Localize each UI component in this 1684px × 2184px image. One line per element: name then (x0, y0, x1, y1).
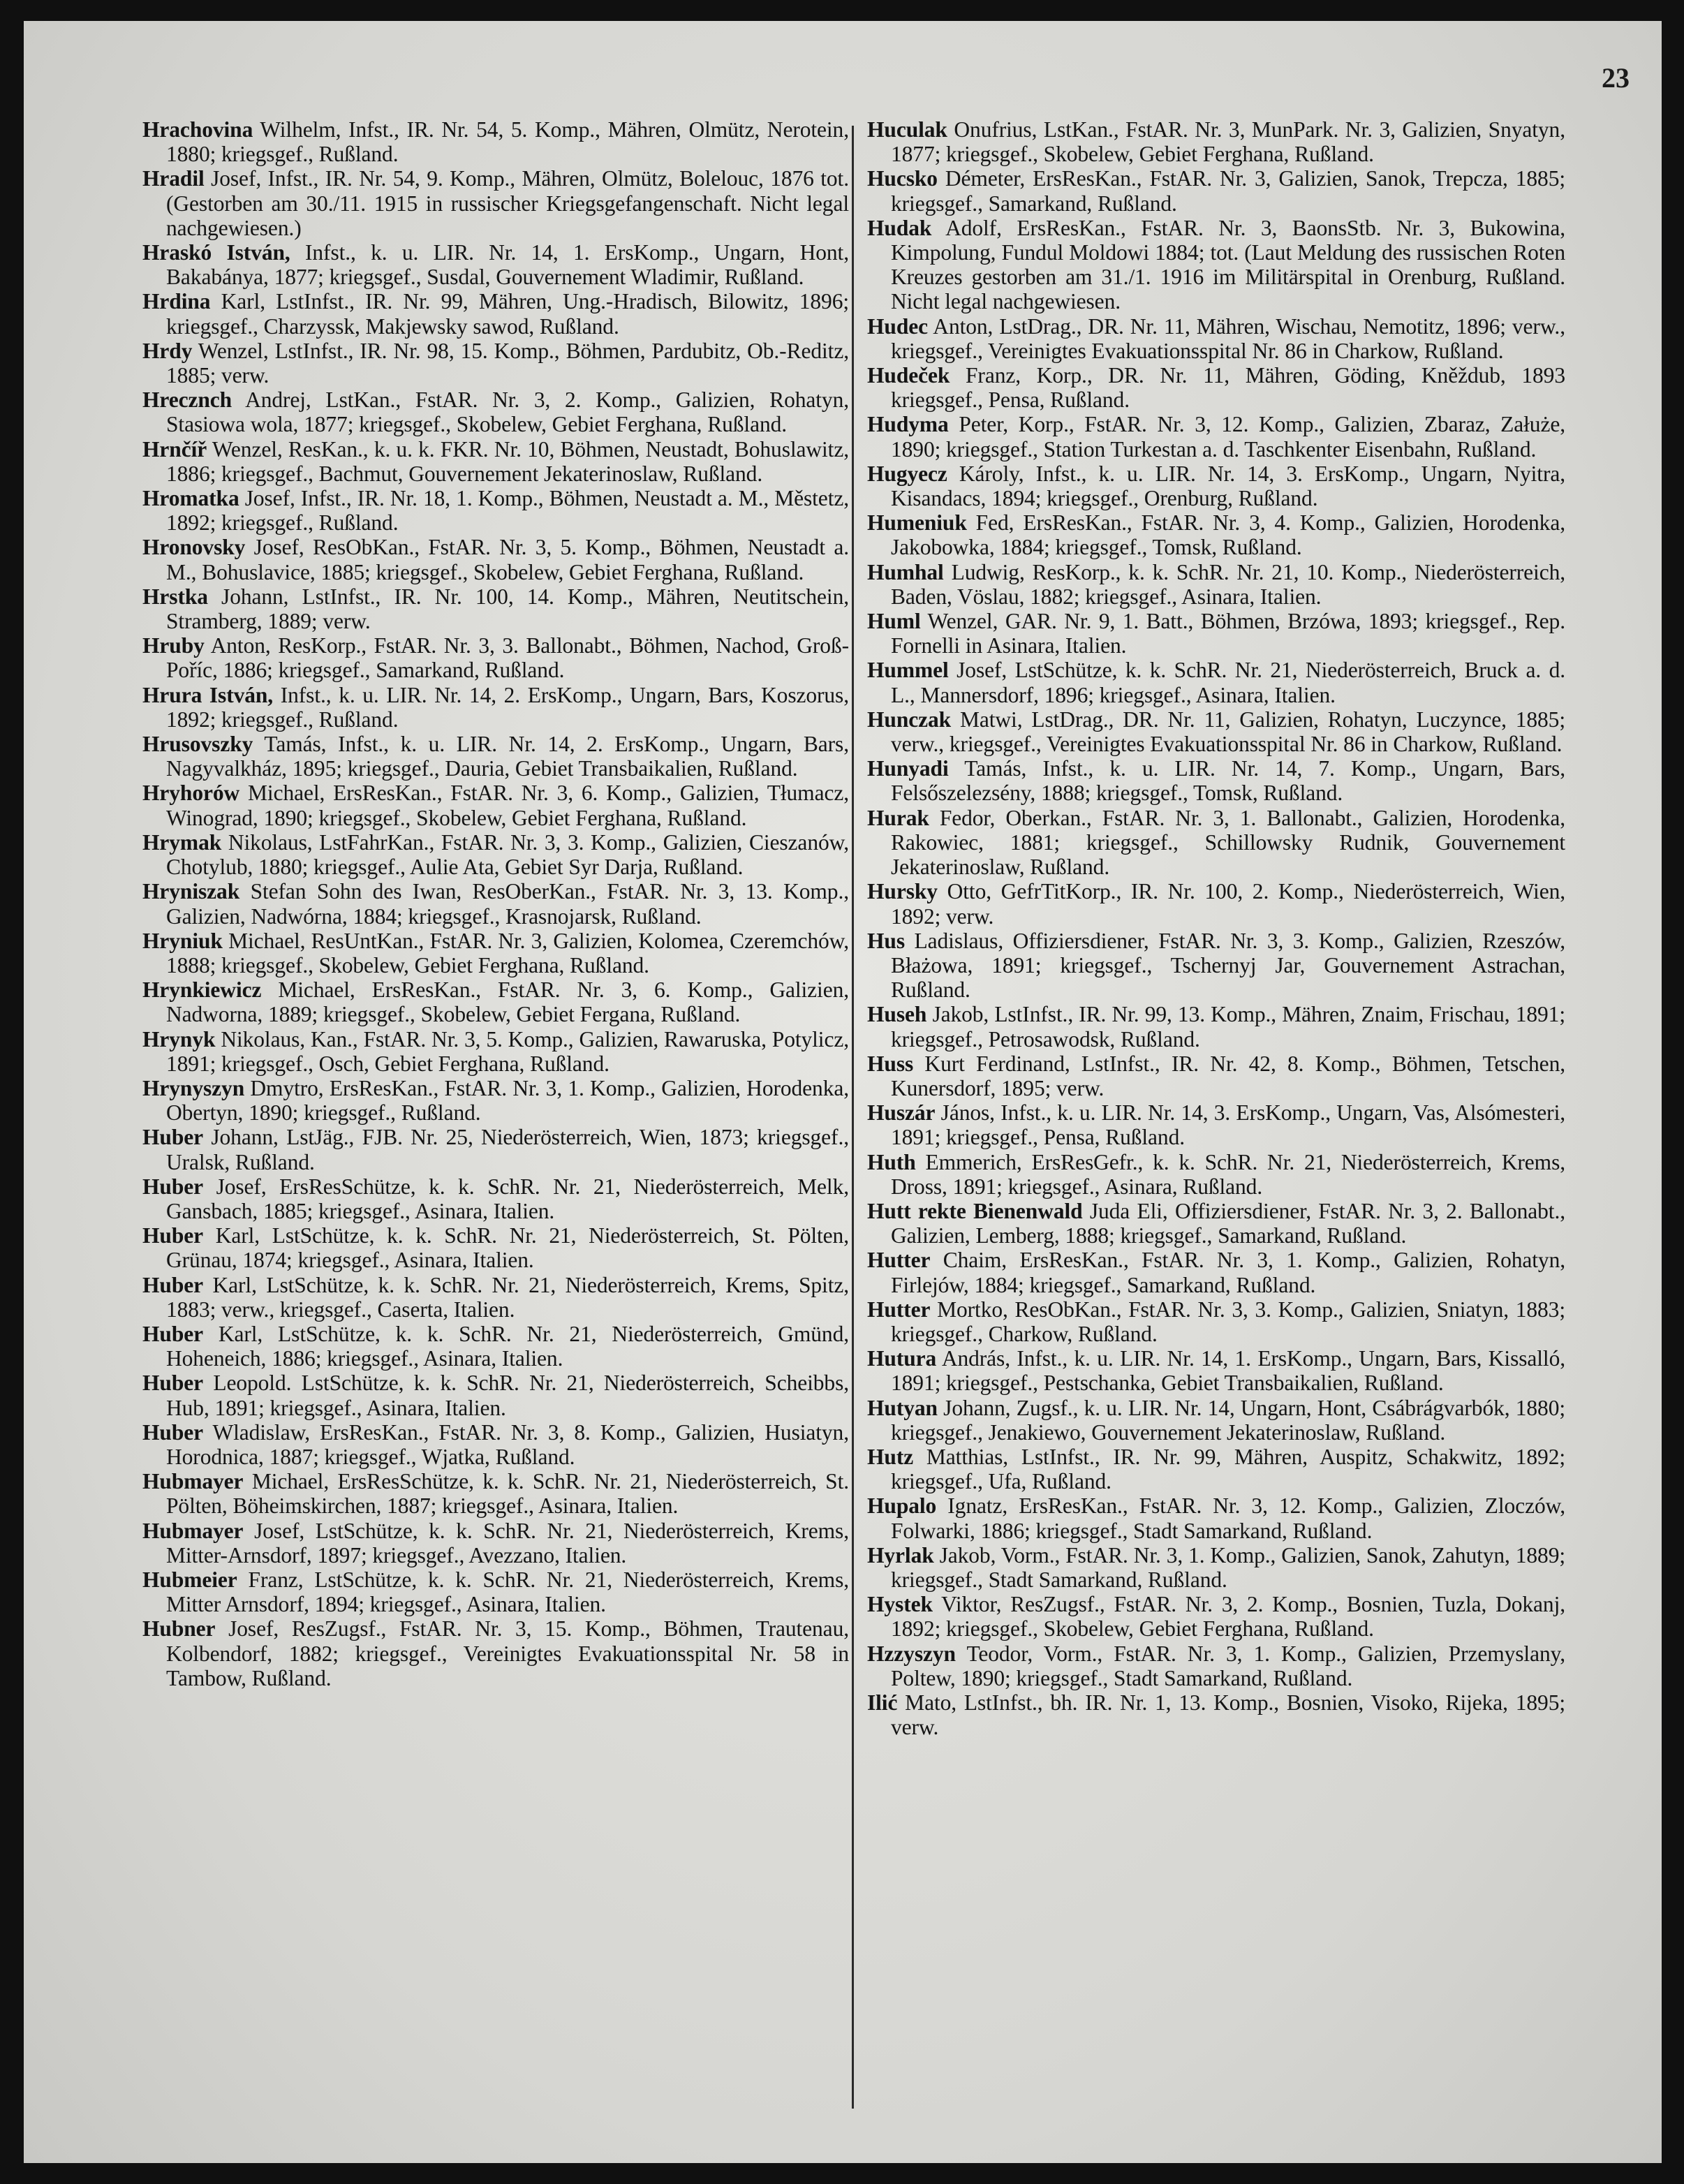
list-entry (867, 1396, 1565, 1445)
list-entry (867, 1690, 1565, 1739)
entry-details: Károly, Infst., k. u. LIR. Nr. 14, 3. ErsKomp., Ungarn, Nyitra, Kisandacs, 1894; kriegsgef., Orenburg, Rußland. (891, 461, 1565, 511)
list-entry (867, 560, 1565, 609)
entry-surname: Hrachovina (142, 117, 253, 142)
entry-surname: Hrura István, (142, 682, 274, 707)
list-entry (867, 806, 1565, 880)
list-entry (142, 388, 849, 436)
entry-surname: Hrymak (142, 829, 222, 855)
list-entry (142, 1174, 849, 1223)
entry-details: Michael, ErsResKan., FstAR. Nr. 3, 6. Komp., Galizien, Nadworna, 1889; kriegsgef., Skobelew, Gebiet Fergana, Rußland. (166, 977, 850, 1027)
list-entry (867, 1543, 1565, 1592)
entry-surname: Hystek (867, 1592, 933, 1617)
list-entry (867, 1445, 1565, 1493)
list-entry (867, 1248, 1565, 1297)
entry-surname: Hutter (867, 1297, 931, 1322)
entry-details: Jakob, LstInfst., IR. Nr. 99, 13. Komp., Mähren, Znaim, Frischau, 1891; kriegsgef., Petrosawodsk, Rußland. (891, 1002, 1565, 1052)
list-entry (867, 462, 1565, 510)
entry-surname: Humhal (867, 559, 944, 584)
entry-surname: Hugyecz (867, 461, 947, 486)
list-entry (142, 1519, 849, 1567)
entry-surname: Hupalo (867, 1493, 937, 1519)
entry-details: Johann, LstJäg., FJB. Nr. 25, Niederösterreich, Wien, 1873; kriegsgef., Uralsk, Rußland. (166, 1125, 849, 1174)
entry-details: Kurt Ferdinand, LstInfst., IR. Nr. 42, 8. Komp., Böhmen, Tetschen, Kunersdorf, 1895; verw. (891, 1051, 1565, 1100)
list-entry (867, 1150, 1565, 1199)
entry-details: Adolf, ErsResKan., FstAR. Nr. 3, BaonsStb. Nr. 3, Bukowina, Kimpolung, Fundul Moldowi 1884; tot. (Laut Meldung des russischen Roten Kreuzes gestorben am 31./1. 1916 im Militärspital in Orenburg, Rußland. Nicht legal nachgewiesen. (891, 215, 1565, 314)
entry-details: Ludwig, ResKorp., k. k. SchR. Nr. 21, 10. Komp., Niederösterreich, Baden, Vöslau, 1882; kriegsgef., Asinara, Italien. (891, 559, 1566, 609)
entry-details: Onufrius, LstKan., FstAR. Nr. 3, MunPark. Nr. 3, Galizien, Snyatyn, 1877; kriegsgef., Skobelew, Gebiet Ferghana, Rußland. (891, 117, 1565, 167)
entry-surname: Hubmeier (142, 1567, 237, 1592)
entry-surname: Huber (142, 1223, 204, 1248)
entry-details: Nikolaus, LstFahrKan., FstAR. Nr. 3, 3. Komp., Galizien, Cieszanów, Chotylub, 1880; kriegsgef., Aulie Ata, Gebiet Syr Darja, Rußland. (166, 829, 849, 880)
list-entry (142, 486, 849, 535)
entry-surname: Hzzyszyn (867, 1641, 956, 1666)
entry-surname: Hummel (867, 658, 949, 683)
entry-details: Stefan Sohn des Iwan, ResOberKan., FstAR. Nr. 3, 13. Komp., Galizien, Nadwórna, 1884; kriegsgef., Krasnojarsk, Rußland. (166, 879, 849, 929)
list-entry (142, 1469, 849, 1518)
entry-surname: Huml (867, 609, 921, 634)
entry-details: Michael, ErsResKan., FstAR. Nr. 3, 6. Komp., Galizien, Tłumacz, Winograd, 1890; kriegsgef., Skobelew, Gebiet Ferghana, Rußland. (166, 781, 849, 830)
entry-surname: Hrusovszky (142, 732, 253, 757)
entry-surname: Hudeček (867, 363, 950, 388)
list-entry (867, 756, 1565, 805)
entry-surname: Hubmayer (142, 1518, 244, 1543)
list-entry (142, 117, 849, 166)
entry-surname: Hurak (867, 805, 929, 830)
entry-details: Peter, Korp., FstAR. Nr. 3, 12. Komp., Galizien, Zbaraz, Załuże, 1890; kriegsgef., Station Turkestan a. d. Taschkenter Eisenbahn, Rußland. (891, 412, 1565, 462)
entry-surname: Huszár (867, 1100, 936, 1126)
document-page (24, 21, 1662, 2163)
entry-surname: Hrecznch (142, 388, 232, 413)
entry-details: Démeter, ErsResKan., FstAR. Nr. 3, Galizien, Sanok, Trepcza, 1885; kriegsgef., Samarkand, Rußland. (891, 166, 1565, 216)
list-entry (142, 535, 849, 584)
entry-surname: Huber (142, 1419, 204, 1445)
entry-details: Josef, LstSchütze, k. k. SchR. Nr. 21, Niederösterreich, Bruck a. d. L., Mannersdorf, 1896; kriegsgef., Asinara, Italien. (891, 658, 1566, 707)
list-entry (867, 1052, 1565, 1100)
entry-surname: Hradil (142, 166, 205, 191)
list-entry (867, 510, 1565, 559)
entry-details: Juda Eli, Offiziersdiener, FstAR. Nr. 3, 2. Ballonabt., Galizien, Lemberg, 1888; kriegsgef., Samarkand, Rußland. (891, 1198, 1565, 1248)
entry-details: Franz, LstSchütze, k. k. SchR. Nr. 21, Niederösterreich, Krems, Mitter Arnsdorf, 1894; kriegsgef., Asinara, Italien. (166, 1567, 850, 1617)
entry-surname: Hubner (142, 1616, 216, 1641)
list-entry (142, 977, 849, 1026)
entry-details: Josef, ResZugsf., FstAR. Nr. 3, 15. Komp., Böhmen, Trautenau, Kolbendorf, 1882; kriegsgef., Vereinigtes Evakuationsspital Nr. 58 in Tambow, Rußland. (166, 1616, 849, 1690)
entry-details: Josef, ResObKan., FstAR. Nr. 3, 5. Komp., Böhmen, Neustadt a. M., Bohuslavice, 1885; kriegsgef., Skobelew, Gebiet Ferghana, Rußland. (166, 535, 849, 584)
list-entry (142, 584, 849, 633)
entry-details: Matthias, LstInfst., IR. Nr. 99, Mähren, Auspitz, Schakwitz, 1892; kriegsgef., Ufa, Rußland. (891, 1444, 1566, 1494)
entry-details: Michael, ResUntKan., FstAR. Nr. 3, Galizien, Kolomea, Czeremchów, 1888; kriegsgef., Skobelew, Gebiet Ferghana, Rußland. (166, 928, 849, 977)
entry-surname: Hutura (867, 1346, 937, 1371)
entry-surname: Huber (142, 1125, 204, 1150)
list-entry (142, 879, 849, 928)
list-entry (142, 1273, 849, 1322)
entry-details: Mato, LstInfst., bh. IR. Nr. 1, 13. Komp., Bosnien, Visoko, Rijeka, 1895; verw. (891, 1690, 1565, 1740)
entry-surname: Hursky (867, 879, 938, 904)
entry-surname: Hrdy (142, 338, 193, 363)
list-entry (867, 412, 1565, 461)
list-entry (867, 166, 1565, 215)
entry-surname: Huber (142, 1174, 204, 1199)
entry-details: Fed, ErsResKan., FstAR. Nr. 3, 4. Komp., Galizien, Horodenka, Jakobowka, 1884; kriegsgef., Tomsk, Rußland. (891, 510, 1565, 560)
entry-surname: Hutyan (867, 1395, 938, 1420)
entry-details: Leopold. LstSchütze, k. k. SchR. Nr. 21, Niederösterreich, Scheibbs, Hub, 1891; kriegsgef., Asinara, Italien. (166, 1371, 849, 1420)
list-entry (142, 830, 849, 879)
list-entry (867, 879, 1565, 928)
entry-surname: Hryniuk (142, 928, 223, 953)
list-entry (867, 609, 1565, 658)
entry-surname: Hrynkiewicz (142, 977, 262, 1003)
entry-surname: Hrynyk (142, 1026, 216, 1052)
list-entry (142, 1125, 849, 1174)
list-entry (142, 1223, 849, 1272)
list-entry (142, 289, 849, 338)
entry-details: János, Infst., k. u. LIR. Nr. 14, 3. ErsKomp., Ungarn, Vas, Alsómesteri, 1891; kriegsgef., Pensa, Rußland. (891, 1100, 1565, 1150)
list-entry (142, 1371, 849, 1419)
entry-surname: Hryniszak (142, 879, 240, 904)
entry-surname: Hubmayer (142, 1469, 244, 1494)
entry-surname: Hraskó István, (142, 240, 290, 265)
list-entry (867, 1100, 1565, 1149)
entry-details: Tamás, Infst., k. u. LIR. Nr. 14, 7. Komp., Ungarn, Bars, Felsőszelezsény, 1888; kriegsgef., Tomsk, Rußland. (891, 756, 1565, 806)
entry-surname: Hutz (867, 1444, 914, 1469)
entry-details: Josef, Infst., IR. Nr. 18, 1. Komp., Böhmen, Neustadt a. M., Městetz, 1892; kriegsgef., Rußland. (166, 486, 850, 536)
entry-surname: Hutter (867, 1248, 931, 1273)
list-entry (867, 1641, 1565, 1690)
list-entry (867, 1346, 1565, 1395)
list-entry (867, 1592, 1565, 1641)
entry-surname: Hromatka (142, 486, 239, 511)
entry-surname: Hunczak (867, 707, 952, 732)
list-entry (867, 658, 1565, 707)
list-entry (867, 216, 1565, 314)
page-number: 23 (1602, 62, 1630, 94)
list-entry (142, 781, 849, 829)
entry-details: Mortko, ResObKan., FstAR. Nr. 3, 3. Komp., Galizien, Sniatyn, 1883; kriegsgef., Charkow, Rußland. (891, 1297, 1565, 1346)
list-entry (142, 166, 849, 240)
list-entry (867, 314, 1565, 363)
list-entry (867, 707, 1565, 756)
entry-surname: Humeniuk (867, 510, 967, 536)
list-entry (867, 363, 1565, 412)
entry-details: Viktor, ResZugsf., FstAR. Nr. 3, 2. Komp., Bosnien, Tuzla, Dokanj, 1892; kriegsgef., Skobelew, Gebiet Ferghana, Rußland. (891, 1592, 1565, 1641)
list-entry (142, 683, 849, 732)
entry-details: Fedor, Oberkan., FstAR. Nr. 3, 1. Ballonabt., Galizien, Horodenka, Rakowiec, 1881; kriegsgef., Schillowsky Rudnik, Gouvernement Jekaterinoslaw, Rußland. (891, 805, 1566, 880)
list-entry (142, 1027, 849, 1076)
list-entry (142, 339, 849, 388)
entry-details: Ignatz, ErsResKan., FstAR. Nr. 3, 12. Komp., Galizien, Zloczów, Folwarki, 1886; kriegsgef., Stadt Samarkand, Rußland. (891, 1493, 1565, 1543)
list-entry (142, 240, 849, 289)
list-entry (142, 633, 849, 682)
entry-surname: Hudec (867, 313, 929, 339)
entry-details: Infst., k. u. LIR. Nr. 14, 2. ErsKomp., Ungarn, Bars, Koszorus, 1892; kriegsgef., Rußland. (166, 682, 849, 732)
entry-details: Franz, Korp., DR. Nr. 11, Mähren, Göding, Kněždub, 1893 kriegsgef., Pensa, Rußland. (891, 363, 1565, 413)
list-entry (142, 1420, 849, 1469)
entry-surname: Hucsko (867, 166, 938, 191)
entry-surname: Huculak (867, 117, 947, 142)
entry-surname: Huss (867, 1051, 914, 1076)
entry-details: Dmytro, ErsResKan., FstAR. Nr. 3, 1. Komp., Galizien, Horodenka, Obertyn, 1890; kriegsgef., Rußland. (166, 1075, 849, 1126)
entry-surname: Huber (142, 1272, 204, 1297)
entry-details: Otto, GefrTitKorp., IR. Nr. 100, 2. Komp., Niederösterreich, Wien, 1892; verw. (891, 879, 1565, 929)
entry-details: Anton, ResKorp., FstAR. Nr. 3, 3. Ballonabt., Böhmen, Nachod, Groß-Poříc, 1886; kriegsgef., Samarkand, Rußland. (166, 633, 849, 683)
list-entry (142, 437, 849, 486)
entry-surname: Ilić (867, 1690, 898, 1715)
entry-surname: Hus (867, 928, 905, 953)
list-entry (867, 1297, 1565, 1346)
list-entry (142, 1076, 849, 1125)
list-entry (142, 1616, 849, 1690)
entry-details: Jakob, Vorm., FstAR. Nr. 3, 1. Komp., Galizien, Sanok, Zahutyn, 1889; kriegsgef., Stadt Samarkand, Rußland. (891, 1542, 1565, 1592)
entry-surname: Hyrlak (867, 1542, 934, 1567)
entry-surname: Hryhorów (142, 781, 240, 806)
entry-details: Wilhelm, Infst., IR. Nr. 54, 5. Komp., Mähren, Olmütz, Nerotein, 1880; kriegsgef., Rußland. (166, 117, 849, 167)
entry-surname: Huseh (867, 1002, 927, 1027)
entry-details: Wenzel, ResKan., k. u. k. FKR. Nr. 10, Böhmen, Neustadt, Bohuslawitz, 1886; kriegsgef., Bachmut, Gouvernement Jekaterinoslaw, Rußland. (166, 436, 849, 486)
entry-surname: Hrnčíř (142, 436, 207, 462)
entry-details: Nikolaus, Kan., FstAR. Nr. 3, 5. Komp., Galizien, Rawaruska, Potylicz, 1891; kriegsgef., Osch, Gebiet Ferghana, Rußland. (166, 1026, 849, 1076)
entry-surname: Hrdina (142, 289, 211, 314)
list-entry (142, 1322, 849, 1371)
entry-details: Tamás, Infst., k. u. LIR. Nr. 14, 2. ErsKomp., Ungarn, Bars, Nagyvalkház, 1895; kriegsgef., Dauria, Gebiet Transbaikalien, Rußland. (166, 732, 849, 781)
right-column (867, 117, 1565, 1739)
entry-details: Infst., k. u. LIR. Nr. 14, 1. ErsKomp., Ungarn, Hont, Bakabánya, 1877; kriegsgef., Susdal, Gouvernement Wladimir, Rußland. (166, 240, 849, 290)
entry-details: Johann, LstInfst., IR. Nr. 100, 14. Komp., Mähren, Neutitschein, Stramberg, 1889; verw. (166, 584, 850, 634)
entry-details: Chaim, ErsResKan., FstAR. Nr. 3, 1. Komp., Galizien, Rohatyn, Firlejów, 1884; kriegsgef., Samarkand, Rußland. (891, 1248, 1566, 1297)
entry-details: Karl, LstSchütze, k. k. SchR. Nr. 21, Niederösterreich, Krems, Spitz, 1883; verw., kriegsgef., Caserta, Italien. (166, 1272, 849, 1322)
list-entry (867, 1002, 1565, 1051)
entry-surname: Hrynyszyn (142, 1075, 245, 1100)
entry-surname: Hudyma (867, 412, 949, 437)
entry-details: Wenzel, GAR. Nr. 9, 1. Batt., Böhmen, Brzówa, 1893; kriegsgef., Rep. Fornelli in Asinara, Italien. (891, 609, 1565, 658)
entry-details: Ladislaus, Offiziersdiener, FstAR. Nr. 3, 3. Komp., Galizien, Rzeszów, Błażowa, 1891; kriegsgef., Tschernyj Jar, Gouvernement Astrachan, Rußland. (891, 928, 1565, 1003)
entry-surname: Hutt rekte Bienenwald (867, 1198, 1083, 1223)
entry-surname: Huber (142, 1371, 204, 1396)
entry-details: Josef, Infst., IR. Nr. 54, 9. Komp., Mähren, Olmütz, Bolelouc, 1876 tot. (Gestorben am 30./11. 1915 in russischer Kriegsgefangenschaft. Nicht legal nachgewiesen.) (166, 166, 849, 240)
entry-details: Karl, LstSchütze, k. k. SchR. Nr. 21, Niederösterreich, St. Pölten, Grünau, 1874; kriegsgef., Asinara, Italien. (166, 1223, 849, 1273)
column-divider (852, 126, 854, 2109)
entry-details: Johann, Zugsf., k. u. LIR. Nr. 14, Ungarn, Hont, Csábrágvarbók, 1880; kriegsgef., Jenakiewo, Gouvernement Jekaterinoslaw, Rußland. (891, 1395, 1565, 1445)
left-column (142, 117, 849, 1690)
entry-surname: Hruby (142, 633, 205, 658)
entry-details: Karl, LstInfst., IR. Nr. 99, Mähren, Ung.-Hradisch, Bilowitz, 1896; kriegsgef., Charzyssk, Makjewsky sawod, Rußland. (166, 289, 850, 339)
entry-surname: Huth (867, 1149, 916, 1174)
entry-surname: Hunyadi (867, 756, 949, 781)
list-entry (867, 117, 1565, 166)
entry-details: Karl, LstSchütze, k. k. SchR. Nr. 21, Niederösterreich, Gmünd, Hoheneich, 1886; kriegsgef., Asinara, Italien. (166, 1321, 849, 1371)
entry-surname: Hrstka (142, 584, 208, 609)
list-entry (867, 1199, 1565, 1248)
entry-details: Josef, ErsResSchütze, k. k. SchR. Nr. 21, Niederösterreich, Melk, Gansbach, 1885; kriegsgef., Asinara, Italien. (166, 1174, 849, 1223)
entry-surname: Hudak (867, 215, 932, 240)
entry-details: Anton, LstDrag., DR. Nr. 11, Mähren, Wischau, Nemotitz, 1896; verw., kriegsgef., Vereinigtes Evakuationsspital Nr. 86 in Charkow, Rußland. (891, 313, 1565, 363)
entry-surname: Huber (142, 1321, 204, 1346)
entry-details: Wladislaw, ErsResKan., FstAR. Nr. 3, 8. Komp., Galizien, Husiatyn, Horodnica, 1887; kriegsgef., Wjatka, Rußland. (166, 1419, 849, 1469)
entry-details: Andrej, LstKan., FstAR. Nr. 3, 2. Komp., Galizien, Rohatyn, Stasiowa wola, 1877; kriegsgef., Skobelew, Gebiet Ferghana, Rußland. (166, 388, 849, 437)
list-entry (867, 929, 1565, 1003)
list-entry (142, 929, 849, 977)
entry-details: Teodor, Vorm., FstAR. Nr. 3, 1. Komp., Galizien, Przemyslany, Poltew, 1890; kriegsgef., Stadt Samarkand, Rußland. (891, 1641, 1565, 1690)
entry-details: András, Infst., k. u. LIR. Nr. 14, 1. ErsKomp., Ungarn, Bars, Kissalló, 1891; kriegsgef., Pestschanka, Gebiet Transbaikalien, Rußland. (891, 1346, 1566, 1396)
entry-surname: Hronovsky (142, 535, 246, 560)
entry-details: Wenzel, LstInfst., IR. Nr. 98, 15. Komp., Böhmen, Pardubitz, Ob.-Reditz, 1885; verw. (166, 338, 849, 388)
entry-details: Josef, LstSchütze, k. k. SchR. Nr. 21, Niederösterreich, Krems, Mitter-Arnsdorf, 1897; kriegsgef., Avezzano, Italien. (166, 1518, 849, 1567)
entry-details: Matwi, LstDrag., DR. Nr. 11, Galizien, Rohatyn, Luczynce, 1885; verw., kriegsgef., Vereinigtes Evakuationsspital Nr. 86 in Charkow, Rußland. (891, 707, 1565, 757)
list-entry (867, 1493, 1565, 1542)
list-entry (142, 1567, 849, 1616)
entry-details: Michael, ErsResSchütze, k. k. SchR. Nr. 21, Niederösterreich, St. Pölten, Böheimskirchen, 1887; kriegsgef., Asinara, Italien. (166, 1469, 850, 1519)
list-entry (142, 732, 849, 781)
entry-details: Emmerich, ErsResGefr., k. k. SchR. Nr. 21, Niederösterreich, Krems, Dross, 1891; kriegsgef., Asinara, Rußland. (891, 1149, 1566, 1199)
